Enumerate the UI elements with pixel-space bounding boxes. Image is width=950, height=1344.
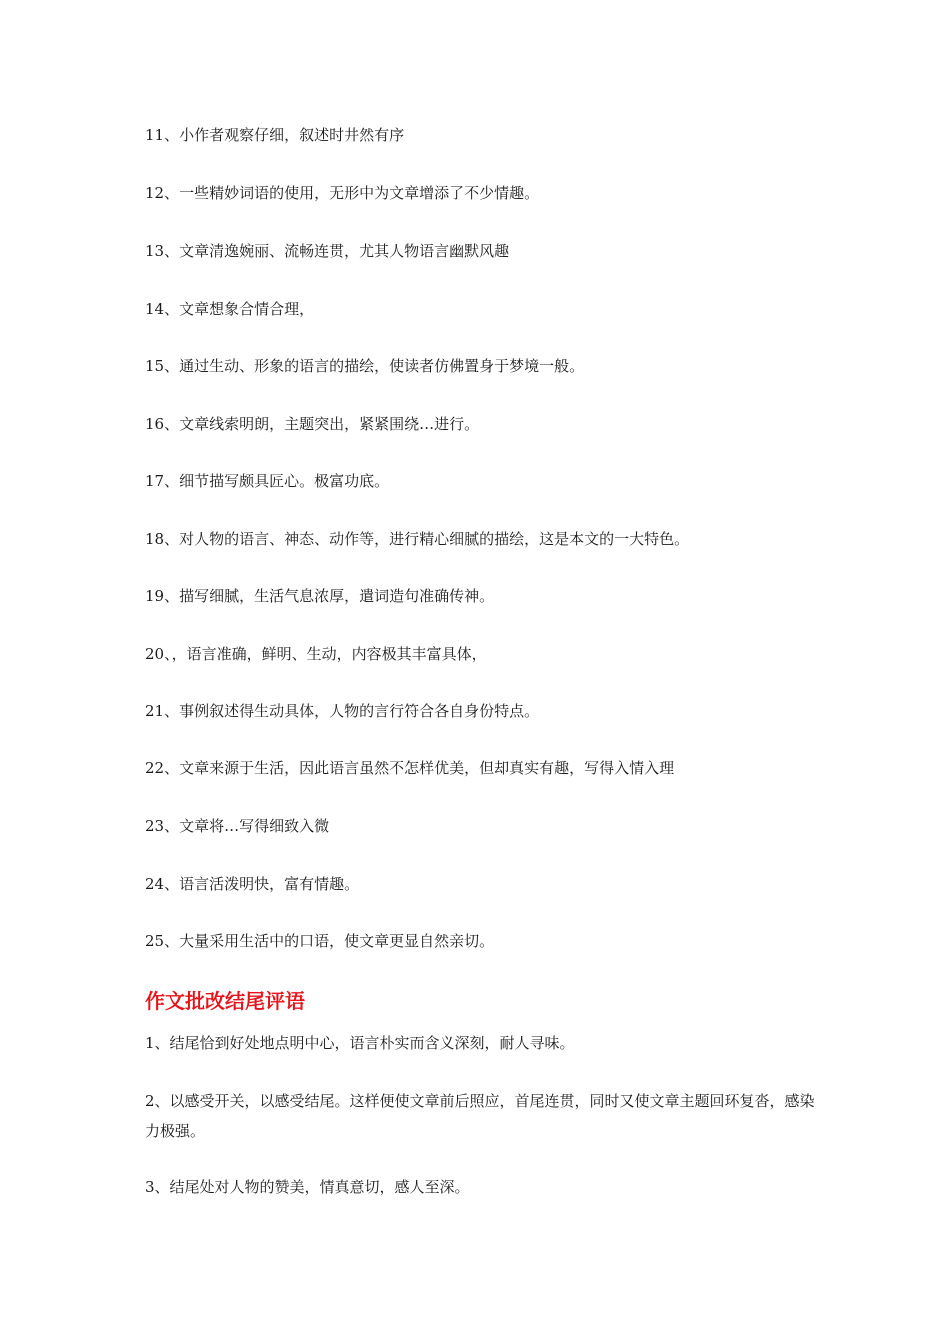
comment-item-14: 14、文章想象合情合理， [145,300,315,318]
comment-item-13: 13、文章清逸婉丽、流畅连贯，尤其人物语言幽默风趣 [145,242,510,260]
section-heading: 作文批改结尾评语 [145,989,305,1013]
comment-item-25: 25、大量采用生活中的口语，使文章更显自然亲切。 [145,932,495,950]
ending-comment-item-3: 3、结尾处对人物的赞美，情真意切，感人至深。 [145,1178,470,1196]
comment-item-16: 16、文章线索明朗，主题突出，紧紧围绕…进行。 [145,415,480,433]
ending-comment-item-1: 1、结尾恰到好处地点明中心，语言朴实而含义深刻，耐人寻味。 [145,1034,575,1052]
comment-item-18: 18、对人物的语言、神态、动作等，进行精心细腻的描绘，这是本文的一大特色。 [145,530,690,548]
comment-item-11: 11、小作者观察仔细，叙述时井然有序 [145,126,405,144]
comment-item-23: 23、文章将…写得细致入微 [145,817,330,835]
ending-comment-item-2: 2、以感受开关，以感受结尾。这样便使文章前后照应，首尾连贯，同时又使文章主题回环复沓，感染力极强。 [145,1092,815,1140]
comment-item-21: 21、事例叙述得生动具体，人物的言行符合各自身份特点。 [145,702,540,720]
comment-item-12: 12、一些精妙词语的使用，无形中为文章增添了不少情趣。 [145,184,540,202]
comment-item-19: 19、描写细腻，生活气息浓厚，遣词造句准确传神。 [145,587,495,605]
comment-item-20: 20、，语言准确，鲜明、生动，内容极其丰富具体， [145,645,487,663]
comment-item-15: 15、通过生动、形象的语言的描绘，使读者仿佛置身于梦境一般。 [145,357,585,375]
comment-item-17: 17、细节描写颇具匠心。极富功底。 [145,472,390,490]
comment-item-24: 24、语言活泼明快，富有情趣。 [145,875,360,893]
comment-item-22: 22、文章来源于生活，因此语言虽然不怎样优美，但却真实有趣，写得入情入理 [145,759,675,777]
